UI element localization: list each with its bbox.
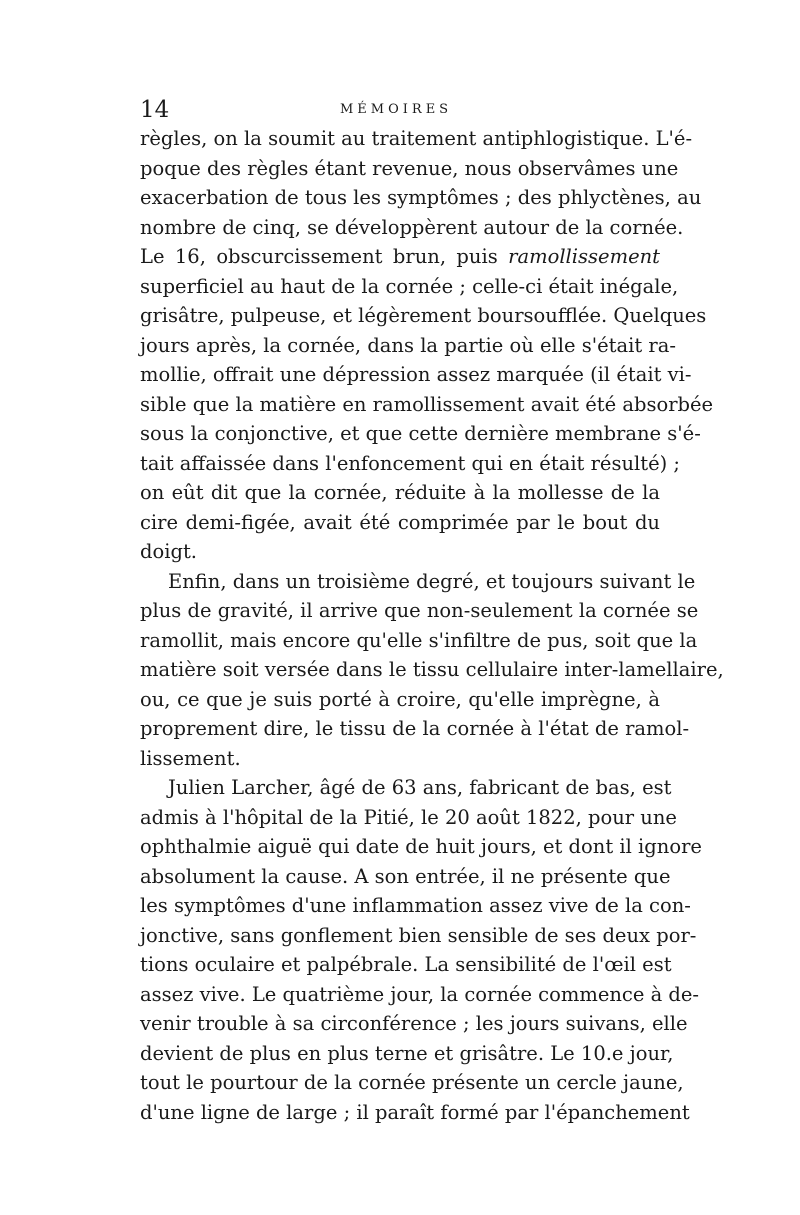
text-line: d'une ligne de large ; il paraît formé par l'épanchement [140, 1100, 690, 1124]
text-line: ou, ce que je suis porté à croire, qu'elle imprègne, à [140, 687, 660, 711]
text-line: assez vive. Le quatrième jour, la cornée commence à de- [140, 982, 700, 1006]
text-line: grisâtre, pulpeuse, et légèrement boursoufflée. Quelques [140, 304, 707, 327]
text-line: venir trouble à sa circonférence ; les jours suivans, elle [140, 1012, 688, 1035]
text-line: cire demi-figée, avait été comprimée par le bout du [140, 510, 660, 534]
page-number: 14 [140, 97, 170, 123]
text-line: tait affaissée dans l'enfoncement qui en était résulté) ; [140, 451, 681, 475]
text-line-paragraph-end: doigt. [140, 540, 197, 563]
text-line: ophthalmie aiguë qui date de huit jours, et dont il ignore [140, 835, 702, 858]
text-line: ramollit, mais encore qu'elle s'infiltre de pus, soit que la [140, 628, 698, 652]
body-text [140, 124, 724, 1127]
text-line: tout le pourtour de la cornée présente un cercle jaune, [140, 1071, 684, 1094]
text-line: superficiel au haut de la cornée ; celle-ci était inégale, [140, 274, 679, 298]
text-line: règles, on la soumit au traitement antiphlogistique. L'é- [140, 127, 693, 150]
text-line: jours après, la cornée, dans la partie où elle s'était ra- [140, 333, 676, 357]
italic-term: ramollissement [508, 245, 661, 268]
text-line: sible que la matière en ramollissement avait été absorbée [140, 392, 714, 416]
text-line: proprement dire, le tissu de la cornée à l'état de ramol- [140, 717, 690, 740]
running-head [140, 96, 660, 124]
text-line: on eût dit que la cornée, réduite à la mollesse de la [140, 481, 660, 504]
text-line: tions oculaire et palpébrale. La sensibilité de l'œil est [140, 953, 672, 976]
text-line-paragraph-start: Enfin, dans un troisième degré, et toujours suivant le [168, 569, 696, 593]
text-line: devient de plus en plus terne et grisâtre. Le 10.e jour, [140, 1041, 674, 1065]
running-title: MÉMOIRES [340, 102, 453, 117]
text-line-mixed [140, 242, 660, 272]
text-line: plus de gravité, il arrive que non-seulement la cornée se [140, 599, 699, 622]
text-line: absolument la cause. A son entrée, il ne présente que [140, 864, 671, 888]
text-line-paragraph-end: lissement. [140, 746, 241, 770]
text-line: jonctive, sans gonflement bien sensible de ses deux por- [140, 923, 697, 947]
text-line: mollie, offrait une dépression assez marquée (il était vi- [140, 363, 692, 386]
text-run: Le 16, obscurcissement brun, puis [140, 245, 498, 268]
text-line-paragraph-start: Julien Larcher, âgé de 63 ans, fabricant de bas, est [168, 776, 672, 799]
text-line: admis à l'hôpital de la Pitié, le 20 août 1822, pour une [140, 805, 677, 829]
text-line: sous la conjonctive, et que cette dernière membrane s'é- [140, 422, 701, 445]
text-line: nombre de cinq, se développèrent autour de la cornée. [140, 215, 684, 239]
text-line: les symptômes d'une inflammation assez vive de la con- [140, 894, 691, 917]
text-line: exacerbation de tous les symptômes ; des phlyctènes, au [140, 186, 702, 209]
text-line: matière soit versée dans le tissu cellulaire inter-lamellaire, [140, 658, 724, 681]
text-line: poque des règles étant revenue, nous observâmes une [140, 156, 679, 180]
